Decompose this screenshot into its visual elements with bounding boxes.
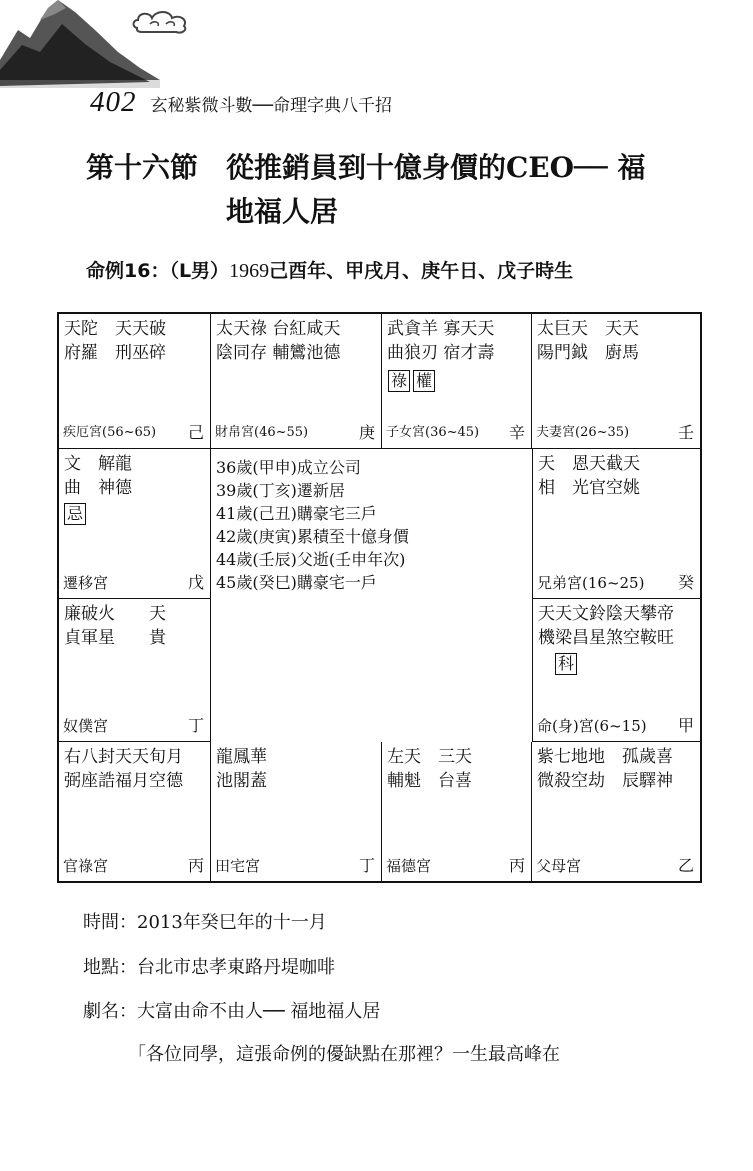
- meta-label: 地點：: [83, 957, 137, 978]
- event-line: 45歲(癸巳)購豪宅一戶: [216, 573, 377, 592]
- palace-cell: [532, 314, 700, 449]
- palace-name: 遷移宮: [63, 574, 109, 592]
- palace-footer: [63, 574, 204, 592]
- meta-time: [83, 908, 327, 934]
- meta-value: 台北市忠孝東路丹堤咖啡: [137, 957, 335, 978]
- event-line: 39歲(丁亥)遷新居: [216, 481, 345, 500]
- event-line: 36歲(甲申)成立公司: [216, 458, 361, 477]
- palace-name: 兄弟宮(16~25): [537, 574, 645, 592]
- chart-center-events: [211, 449, 532, 742]
- section-number: 第十六節: [86, 151, 199, 184]
- palace-stars: 文 解龍 曲 神德: [64, 454, 132, 498]
- case-prefix: 命例16：（L男）: [86, 260, 230, 282]
- event-line: 44歲(壬辰)父逝(壬申年次): [216, 550, 406, 569]
- palace-footer: [536, 857, 694, 875]
- palace-ganzhi: 辛: [508, 423, 525, 442]
- palace-name: 夫妻宮(26~35): [536, 425, 630, 440]
- palace-footer: [536, 424, 694, 442]
- palace-name: 疾厄宮(56~65): [63, 425, 157, 440]
- palace-footer: [63, 857, 204, 875]
- event-line: 42歲(庚寅)累積至十億身價: [216, 527, 409, 546]
- section-title-line2: 地福人居: [226, 195, 339, 228]
- palace-name: 奴僕宮: [63, 717, 109, 735]
- meta-value: 大富由命不由人── 福地福人居: [137, 1001, 381, 1022]
- palace-ganzhi: 戊: [187, 573, 204, 592]
- palace-cell: [211, 742, 382, 881]
- mark-ke: 科: [555, 653, 577, 675]
- palace-name: 命(身)宮(6~15): [537, 717, 647, 735]
- page-header: [90, 86, 392, 116]
- palace-name: 父母宮: [536, 857, 582, 875]
- palace-cell: [532, 599, 700, 742]
- palace-name: 子女宮(36~45): [386, 425, 480, 440]
- palace-stars: 太天祿 台紅咸天 陰同存 輔鸞池德: [216, 319, 341, 363]
- palace-ganzhi: 癸: [677, 573, 694, 592]
- palace-footer: [537, 574, 694, 592]
- case-year: 1969: [229, 260, 270, 282]
- palace-ganzhi: 乙: [677, 856, 694, 875]
- palace-stars: 左天 三天 輔魁 台喜: [387, 747, 472, 791]
- palace-stars: 太巨天 天天 陽門鉞 廚馬: [537, 319, 639, 363]
- palace-stars: 廉破火 天 貞軍星 貴: [64, 604, 166, 648]
- book-title: 玄秘紫微斗數──命理字典八千招: [150, 96, 392, 116]
- palace-name: 福德宮: [386, 857, 432, 875]
- palace-stars: 天 恩天截天 相 光官空姚: [538, 454, 640, 498]
- palace-footer: [63, 424, 204, 442]
- case-suffix: 己酉年、甲戌月、庚午日、戊子時生: [269, 260, 574, 282]
- palace-ganzhi: 己: [187, 423, 204, 442]
- mark-lu: 祿: [388, 370, 410, 392]
- meta-place: [83, 953, 335, 979]
- palace-cell: [59, 449, 211, 599]
- palace-footer: [215, 424, 375, 442]
- palace-cell: [532, 742, 700, 881]
- palace-ganzhi: 庚: [358, 423, 375, 442]
- palace-name: 財帛宮(46~55): [215, 425, 309, 440]
- cloud-ornament: [130, 6, 192, 36]
- page-number: 402: [90, 86, 137, 118]
- palace-footer: [386, 857, 525, 875]
- palace-stars: 天陀 天天破 府羅 刑巫碎: [64, 319, 166, 363]
- section-title-line1: 從推銷員到十億身價的CEO── 福: [226, 151, 646, 184]
- case-heading: [86, 256, 573, 283]
- palace-footer: [537, 717, 694, 735]
- palace-ganzhi: 丁: [187, 716, 204, 735]
- palace-cell: [59, 599, 211, 742]
- transform-marks: [555, 653, 580, 675]
- meta-value: 2013年癸巳年的十一月: [137, 912, 327, 933]
- body-paragraph: 「各位同學，這張命例的優缺點在那裡？一生最高峰在: [128, 1044, 560, 1065]
- palace-footer: [215, 857, 375, 875]
- palace-cell: [382, 742, 532, 881]
- palace-name: 官祿宮: [63, 857, 109, 875]
- palace-stars: 右八封天天旬月 弼座誥福月空德: [64, 747, 183, 791]
- meta-label: 時間：: [83, 912, 137, 933]
- palace-stars: 紫七地地 孤歲喜 微殺空劫 辰驛神: [537, 747, 673, 791]
- palace-name: 田宅宮: [215, 857, 261, 875]
- ziwei-chart: [57, 312, 702, 883]
- palace-stars: 天天文鈴陰天攀帝 機梁昌星煞空鞍旺: [538, 604, 674, 648]
- palace-stars: 武貪羊 寡天天 曲狼刃 宿才壽: [387, 319, 495, 363]
- meta-label: 劇名：: [83, 1001, 137, 1022]
- palace-ganzhi: 甲: [677, 716, 694, 735]
- palace-cell: [211, 314, 382, 449]
- palace-cell: [59, 742, 211, 881]
- palace-cell: [532, 449, 700, 599]
- palace-ganzhi: 丙: [187, 856, 204, 875]
- palace-ganzhi: 丁: [358, 856, 375, 875]
- palace-ganzhi: 壬: [677, 423, 694, 442]
- palace-footer: [63, 717, 204, 735]
- mark-ji: 忌: [64, 503, 86, 525]
- event-line: 41歲(己丑)購豪宅三戶: [216, 504, 377, 523]
- transform-marks: [388, 370, 438, 392]
- mark-quan: 權: [413, 370, 435, 392]
- palace-stars: 龍鳳華 池閣蓋: [216, 747, 267, 791]
- palace-cell: [382, 314, 532, 449]
- palace-ganzhi: 丙: [508, 856, 525, 875]
- palace-footer: [386, 424, 525, 442]
- section-title: [86, 146, 686, 234]
- transform-marks: [64, 503, 89, 525]
- meta-title: [83, 997, 380, 1023]
- palace-cell: [59, 314, 211, 449]
